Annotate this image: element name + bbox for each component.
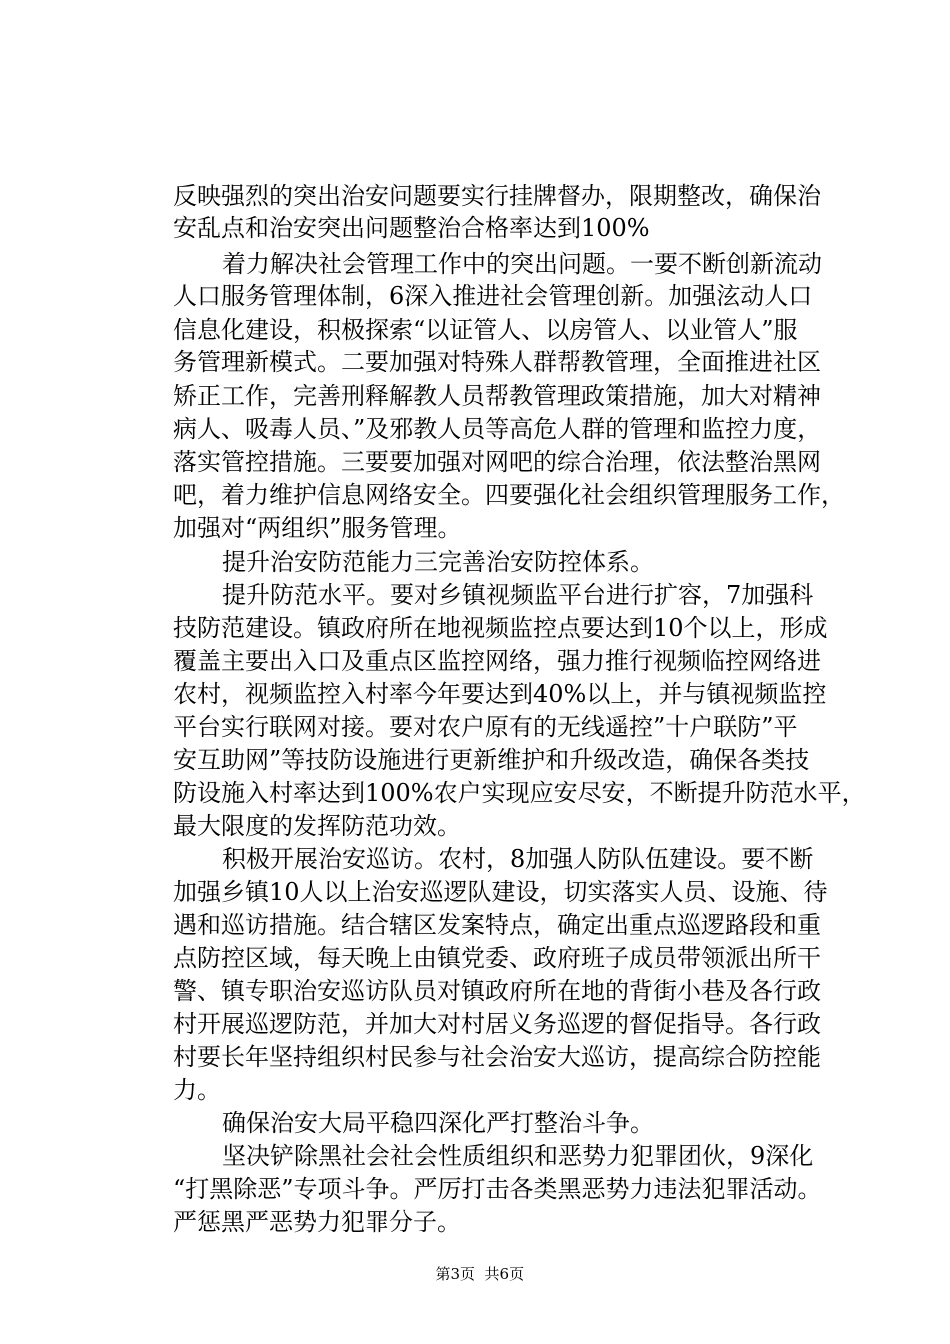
- body-line: 覆盖主要出入口及重点区监控网络，强力推行视频临控网络进: [173, 647, 821, 675]
- body-line: 警、镇专职治安巡访队员对镇政府所在地的背街小巷及各行政: [173, 977, 821, 1005]
- body-line: 平台实行联网对接。要对农户原有的无线遥控”十户联防”平: [173, 713, 798, 741]
- body-line: 严惩黑严恶势力犯罪分子。: [173, 1208, 461, 1236]
- body-line: 矫正工作，完善刑释解教人员帮教管理政策措施，加大对精神: [173, 382, 821, 410]
- body-line: 安互助网”等技防设施进行更新维护和升级改造，确保各类技: [173, 746, 810, 774]
- page-number-label: 第3页 共6页: [435, 1265, 525, 1283]
- body-line: 加强乡镇10人以上治安巡逻队建设，切实落实人员、设施、待: [173, 878, 828, 906]
- paragraph-start-line: 确保治安大局平稳四深化严打整治斗争。: [222, 1109, 654, 1137]
- paragraph-start-line: 积极开展治安巡访。农村，8加强人防队伍建设。要不断: [222, 845, 814, 873]
- body-line: 人口服务管理体制，6深入推进社会管理创新。加强泫动人口: [173, 282, 813, 310]
- body-line: 安乱点和治安突出问题整治合格率达到100%: [173, 214, 650, 242]
- page-footer: [0, 1244, 950, 1284]
- body-line: 点防控区域，每天晚上由镇党委、政府班子成员带领派出所干: [173, 944, 821, 972]
- paragraph-start-line: 提升防范水平。要对乡镇视频监平台进行扩容，7加强科: [222, 581, 814, 609]
- body-line: 信息化建设，积极探索“以证管人、以房管人、以业管人”服: [173, 316, 798, 344]
- body-line: 吧，着力维护信息网络安全。四要强化社会组织管理服务工作，: [173, 481, 845, 509]
- paragraph-start-line: 坚决铲除黑社会社会性质组织和恶势力犯罪团伙，9深化: [222, 1142, 814, 1170]
- body-line: 反映强烈的突出治安问题要实行挂牌督办，限期整改，确保治: [173, 182, 821, 210]
- paragraph-start-line: 着力解决社会管理工作中的突出问题。一要不断创新流动: [222, 250, 822, 278]
- body-line: 农村，视频监控入村率今年要达到40%以上，并与镇视频监控: [173, 680, 827, 708]
- body-line: 村要长年坚持组织村民参与社会治安大巡访，提高综合防控能: [173, 1043, 821, 1071]
- body-line: 村开展巡逻防范，并加大对村居义务巡逻的督促指导。各行政: [173, 1010, 821, 1038]
- body-line: 力。: [173, 1076, 221, 1104]
- paragraph-start-line: 提升治安防范能力三完善治安防控体系。: [222, 548, 654, 576]
- body-line: 技防范建设。镇政府所在地视频监控点要达到10个以上，形成: [173, 614, 828, 642]
- body-line: 最大限度的发挥防范功效。: [173, 812, 461, 840]
- body-line: 务管理新模式。二要加强对特殊人群帮教管理，全面推进社区: [173, 348, 821, 376]
- body-line: 防设施入村率达到100%农户实现应安尽安，不断提升防范水平，: [173, 779, 866, 807]
- body-line: 病人、吸毒人员、”及邪教人员等高危人群的管理和监控力度，: [173, 415, 822, 443]
- body-line: “打黑除恶”专项斗争。严厉打击各类黑恶势力违法犯罪活动。: [173, 1175, 822, 1203]
- body-line: 落实管控措施。三要要加强对网吧的综合治理，依法整治黑网: [173, 448, 821, 476]
- body-line: 加强对“两组织”服务管理。: [173, 514, 462, 542]
- body-line: 遇和巡访措施。结合辖区发案特点，确定出重点巡逻路段和重: [173, 911, 821, 939]
